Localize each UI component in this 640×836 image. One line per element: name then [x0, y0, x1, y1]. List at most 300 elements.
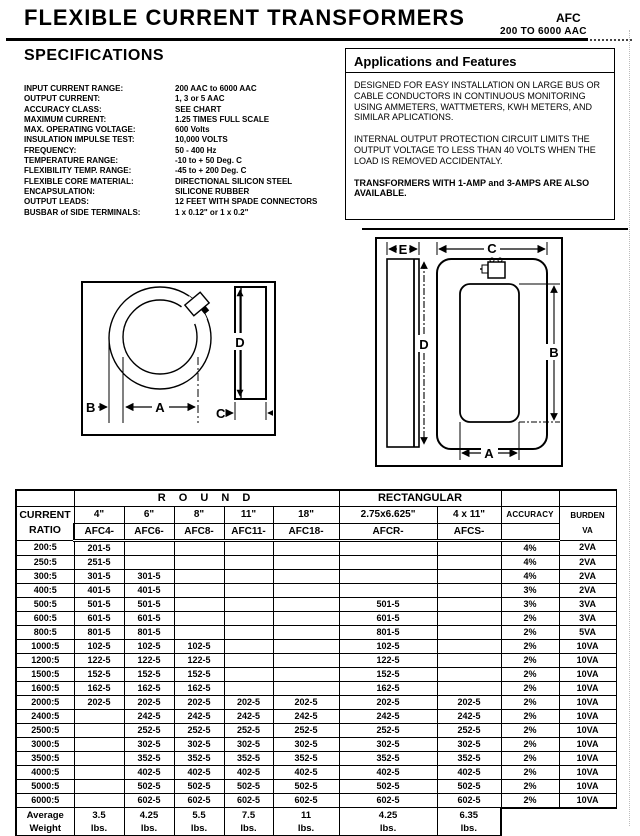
model-cell: 601-5: [124, 611, 174, 625]
average-weight-cell: 5.5 lbs.: [174, 808, 224, 836]
table-footer: [16, 808, 616, 836]
ratio-cell: 6000:5: [16, 793, 74, 808]
size-header: 11": [224, 506, 273, 523]
model-cell: [224, 611, 273, 625]
burden-cell: 10VA: [559, 793, 616, 808]
model-cell: [74, 709, 124, 723]
spec-row: [24, 146, 344, 156]
spec-label: FLEXIBILITY TEMP. RANGE:: [24, 166, 132, 176]
ratio-cell: 600:5: [16, 611, 74, 625]
model-cell: 202-5: [224, 695, 273, 709]
model-cell: 251-5: [74, 555, 124, 569]
model-cell: 242-5: [224, 709, 273, 723]
model-cell: [273, 611, 339, 625]
model-cell: 352-5: [437, 751, 501, 765]
size-header: 18": [273, 506, 339, 523]
ratio-cell: 400:5: [16, 583, 74, 597]
table-header: [16, 490, 616, 540]
average-weight-cell: 3.5 lbs.: [74, 808, 124, 836]
size-header: 8": [174, 506, 224, 523]
rect-diagram-svg: [377, 239, 560, 464]
ratio-cell: 2400:5: [16, 709, 74, 723]
average-weight-cell: 11 lbs.: [273, 808, 339, 836]
spec-label: ENCAPSULATION:: [24, 186, 95, 196]
model-cell: 502-5: [124, 779, 174, 793]
burden-cell: 10VA: [559, 723, 616, 737]
round-diagram-svg: [83, 283, 273, 433]
table-row: [16, 583, 616, 597]
header-group-row: [16, 490, 616, 506]
accuracy-cell: 3%: [501, 583, 559, 597]
table-row: [16, 569, 616, 583]
spec-value: DIRECTIONAL SILICON STEEL: [175, 176, 293, 186]
dim-label-e: E: [398, 242, 408, 257]
model-cell: 602-5: [339, 793, 437, 808]
table-row: [16, 597, 616, 611]
model-code: AFC: [556, 11, 581, 25]
current-range: 200 TO 6000 AAC: [500, 26, 587, 37]
spec-label: BUSBAR of SIDE TERMINALS:: [24, 207, 141, 217]
spec-label: FLEXIBLE CORE MATERIAL:: [24, 176, 134, 186]
model-cell: 301-5: [124, 569, 174, 583]
model-cell: [174, 555, 224, 569]
ratio-cell: 1200:5: [16, 653, 74, 667]
model-cell: [224, 540, 273, 555]
model-cell: [224, 625, 273, 639]
model-cell: 152-5: [124, 667, 174, 681]
spec-value: 1, 3 or 5 AAC: [175, 94, 225, 104]
size-header: 6": [124, 506, 174, 523]
accuracy-cell: 2%: [501, 653, 559, 667]
ghost-cell: [501, 808, 559, 836]
model-cell: 252-5: [339, 723, 437, 737]
model-cell: 402-5: [437, 765, 501, 779]
accuracy-cell: 2%: [501, 793, 559, 808]
prefix-header: AFC8-: [174, 523, 224, 540]
model-cell: [174, 583, 224, 597]
model-cell: 252-5: [224, 723, 273, 737]
model-cell: 242-5: [174, 709, 224, 723]
title-rule-dotted: [590, 39, 632, 41]
model-cell: [224, 681, 273, 695]
model-cell: [437, 625, 501, 639]
spec-row: [24, 84, 344, 94]
average-weight-cell: 4.25 lbs.: [124, 808, 174, 836]
ratio-cell: 1500:5: [16, 667, 74, 681]
model-cell: 402-5: [339, 765, 437, 779]
table-row: [16, 540, 616, 555]
model-cell: 202-5: [437, 695, 501, 709]
prefix-header: AFC11-: [224, 523, 273, 540]
ratio-cell: 800:5: [16, 625, 74, 639]
model-cell: [437, 583, 501, 597]
model-cell: 202-5: [174, 695, 224, 709]
model-cell: 301-5: [74, 569, 124, 583]
accuracy-cell: 3%: [501, 597, 559, 611]
accuracy-cell: 2%: [501, 667, 559, 681]
accuracy-cell: 2%: [501, 765, 559, 779]
model-cell: 102-5: [124, 639, 174, 653]
model-cell: [437, 569, 501, 583]
model-cell: 352-5: [224, 751, 273, 765]
model-cell: [174, 597, 224, 611]
model-cell: 302-5: [224, 737, 273, 751]
accuracy-cell: 2%: [501, 779, 559, 793]
burden-cell: 2VA: [559, 569, 616, 583]
model-cell: [437, 540, 501, 555]
table-row: [16, 611, 616, 625]
spec-row: [24, 105, 344, 115]
accuracy-cell: 2%: [501, 737, 559, 751]
ratio-cell: 500:5: [16, 597, 74, 611]
average-weight-label: Average Weight: [16, 808, 74, 836]
spec-value: 1.25 TIMES FULL SCALE: [175, 114, 270, 124]
model-cell: [224, 555, 273, 569]
dim-label-d: D: [419, 337, 429, 352]
model-cell: [437, 597, 501, 611]
spec-label: OUTPUT CURRENT:: [24, 94, 100, 104]
model-cell: 502-5: [437, 779, 501, 793]
ratio-cell: 2500:5: [16, 723, 74, 737]
model-cell: 252-5: [174, 723, 224, 737]
model-cell: 352-5: [174, 751, 224, 765]
dim-label-b: B: [549, 345, 559, 360]
table-row: [16, 709, 616, 723]
ratio-cell: 3500:5: [16, 751, 74, 765]
model-cell: 602-5: [273, 793, 339, 808]
dim-label-d: D: [235, 335, 245, 350]
model-cell: [224, 597, 273, 611]
spec-label: INPUT CURRENT RANGE:: [24, 84, 124, 93]
model-cell: 202-5: [74, 695, 124, 709]
applications-paragraphs: [346, 73, 614, 199]
accuracy-cell: 2%: [501, 695, 559, 709]
model-cell: 401-5: [124, 583, 174, 597]
burden-cell: 10VA: [559, 779, 616, 793]
model-cell: [74, 723, 124, 737]
model-cell: 501-5: [124, 597, 174, 611]
model-cell: 202-5: [273, 695, 339, 709]
round-transformer-diagram: [81, 281, 276, 436]
model-cell: 601-5: [339, 611, 437, 625]
model-cell: [437, 611, 501, 625]
table-row: [16, 625, 616, 639]
model-cell: 201-5: [74, 540, 124, 555]
model-cell: 242-5: [437, 709, 501, 723]
burden-cell: 10VA: [559, 681, 616, 695]
average-weight-cell: 4.25 lbs.: [339, 808, 437, 836]
prefix-header: AFC4-: [74, 523, 124, 540]
model-cell: 302-5: [124, 737, 174, 751]
ratio-cell: 200:5: [16, 540, 74, 555]
model-cell: 302-5: [174, 737, 224, 751]
table-row: [16, 639, 616, 653]
model-cell: [273, 540, 339, 555]
model-cell: [273, 667, 339, 681]
model-cell: 352-5: [273, 751, 339, 765]
specifications-heading: SPECIFICATIONS: [24, 47, 165, 64]
model-cell: [224, 653, 273, 667]
spec-value: 12 FEET WITH SPADE CONNECTORS: [175, 197, 318, 207]
model-cell: [124, 555, 174, 569]
model-cell: 122-5: [124, 653, 174, 667]
model-cell: [339, 569, 437, 583]
current-ratio-header: CURRENT RATIO: [16, 506, 74, 540]
accuracy-cell: 2%: [501, 751, 559, 765]
model-cell: [273, 555, 339, 569]
model-cell: 152-5: [74, 667, 124, 681]
model-cell: 302-5: [339, 737, 437, 751]
model-cell: 502-5: [174, 779, 224, 793]
accuracy-header: ACCURACY: [501, 506, 559, 523]
table-row: [16, 695, 616, 709]
table-row: [16, 681, 616, 695]
burden-cell: 10VA: [559, 695, 616, 709]
model-cell: 252-5: [273, 723, 339, 737]
spec-value: 10,000 VOLTS: [175, 135, 228, 145]
model-cell: 401-5: [74, 583, 124, 597]
model-cell: [174, 611, 224, 625]
model-cell: [273, 583, 339, 597]
model-cell: 252-5: [437, 723, 501, 737]
accuracy-cell: 2%: [501, 723, 559, 737]
spec-label: ACCURACY CLASS:: [24, 104, 102, 114]
table-row: [16, 751, 616, 765]
burden-cell: 10VA: [559, 709, 616, 723]
spec-row: [24, 177, 344, 187]
accuracy-cell: 4%: [501, 569, 559, 583]
spec-row: [24, 187, 344, 197]
model-cell: 152-5: [174, 667, 224, 681]
model-cell: 102-5: [174, 639, 224, 653]
model-cell: 242-5: [273, 709, 339, 723]
ratio-cell: 3000:5: [16, 737, 74, 751]
model-cell: 801-5: [74, 625, 124, 639]
applications-box: [345, 48, 615, 220]
model-cell: 302-5: [273, 737, 339, 751]
round-group-header: R O U N D: [74, 490, 339, 506]
ratio-cell: 5000:5: [16, 779, 74, 793]
model-cell: [74, 765, 124, 779]
table-row: [16, 779, 616, 793]
ratio-cell: 300:5: [16, 569, 74, 583]
ratio-cell: 2000:5: [16, 695, 74, 709]
spec-row: [24, 156, 344, 166]
model-cell: 601-5: [74, 611, 124, 625]
spec-label: FREQUENCY:: [24, 145, 77, 155]
spec-value: 1 x 0.12" or 1 x 0.2": [175, 207, 249, 217]
spec-label: MAXIMUM CURRENT:: [24, 114, 107, 124]
model-cell: [224, 583, 273, 597]
model-cell: 122-5: [339, 653, 437, 667]
table-row: [16, 765, 616, 779]
model-cell: 502-5: [224, 779, 273, 793]
model-cell: 252-5: [124, 723, 174, 737]
average-weight-cell: 6.35 lbs.: [437, 808, 501, 836]
model-cell: [224, 639, 273, 653]
title-rule: [6, 38, 588, 41]
spec-row: [24, 197, 344, 207]
model-cell: [437, 653, 501, 667]
specs-list: [24, 84, 344, 218]
dim-label-a: A: [155, 400, 165, 415]
spec-value: 50 - 400 Hz: [175, 145, 217, 155]
model-cell: 102-5: [74, 639, 124, 653]
model-cell: 501-5: [339, 597, 437, 611]
applications-paragraph: TRANSFORMERS WITH 1-AMP and 3-AMPS ARE ALSO AVAILABLE.: [354, 177, 590, 199]
model-cell: 502-5: [273, 779, 339, 793]
spec-row: [24, 125, 344, 135]
table-row: [16, 555, 616, 569]
model-cell: [174, 569, 224, 583]
burden-cell: 10VA: [559, 765, 616, 779]
model-cell: 402-5: [224, 765, 273, 779]
model-cell: 502-5: [339, 779, 437, 793]
model-cell: 162-5: [74, 681, 124, 695]
burden-header: BURDEN VA: [559, 506, 616, 540]
model-cell: [273, 681, 339, 695]
model-cell: 602-5: [124, 793, 174, 808]
model-cell: 102-5: [339, 639, 437, 653]
prefix-header: AFCS-: [437, 523, 501, 540]
prefix-header: AFC18-: [273, 523, 339, 540]
model-cell: 122-5: [74, 653, 124, 667]
spec-value: 600 Volts: [175, 125, 210, 135]
dim-label-a: A: [484, 446, 494, 461]
table-body: [16, 540, 616, 808]
applications-paragraph: DESIGNED FOR EASY INSTALLATION ON LARGE BUS OR CABLE CONDUCTORS IN CONTINUOUS MONITORING USING AMMETERS, WATTMETERS, KWH METERS, AND SIMILAR APLICATIONS.: [354, 80, 601, 123]
page-title: FLEXIBLE CURRENT TRANSFORMERS: [24, 5, 465, 30]
accuracy-cell: 2%: [501, 611, 559, 625]
ratings-table: [15, 489, 617, 836]
model-cell: [74, 779, 124, 793]
model-cell: 801-5: [124, 625, 174, 639]
model-cell: 801-5: [339, 625, 437, 639]
prefix-header: AFCR-: [339, 523, 437, 540]
average-weight-cell: 7.5 lbs.: [224, 808, 273, 836]
burden-cell: 10VA: [559, 667, 616, 681]
model-cell: [174, 540, 224, 555]
model-cell: [124, 540, 174, 555]
burden-cell: 2VA: [559, 583, 616, 597]
applications-paragraph: INTERNAL OUTPUT PROTECTION CIRCUIT LIMITS THE OUTPUT VOLTAGE TO LESS THAN 40 VOLTS WHEN THE LOAD IS REMOVED ACCIDENTALY.: [354, 134, 596, 166]
rectangular-transformer-diagram: [375, 237, 563, 467]
model-cell: 402-5: [124, 765, 174, 779]
model-cell: [437, 681, 501, 695]
ghost-cell: [559, 808, 616, 836]
page-edge-line: [629, 30, 630, 826]
spec-value: -45 to + 200 Deg. C: [175, 166, 247, 176]
model-cell: [437, 555, 501, 569]
model-cell: 402-5: [174, 765, 224, 779]
burden-cell: 2VA: [559, 555, 616, 569]
dim-label-c: C: [487, 241, 497, 256]
model-cell: [74, 737, 124, 751]
model-cell: 202-5: [339, 695, 437, 709]
model-cell: 602-5: [437, 793, 501, 808]
rectangular-group-header: RECTANGULAR: [339, 490, 501, 506]
model-cell: 602-5: [174, 793, 224, 808]
average-weight-row: [16, 808, 616, 836]
accuracy-cell: 2%: [501, 681, 559, 695]
accuracy-cell: 2%: [501, 639, 559, 653]
model-cell: [273, 653, 339, 667]
model-cell: 352-5: [124, 751, 174, 765]
accuracy-cell: 2%: [501, 709, 559, 723]
model-cell: 602-5: [224, 793, 273, 808]
spec-value: -10 to + 50 Deg. C: [175, 156, 242, 166]
model-cell: 162-5: [339, 681, 437, 695]
size-header: 4 x 11": [437, 506, 501, 523]
model-cell: 162-5: [124, 681, 174, 695]
spec-label: INSULATION IMPULSE TEST:: [24, 135, 135, 145]
table-row: [16, 723, 616, 737]
header-prefix-row: [16, 523, 616, 540]
model-cell: 402-5: [273, 765, 339, 779]
model-cell: 352-5: [339, 751, 437, 765]
table-row: [16, 737, 616, 751]
applications-heading: Applications and Features: [346, 49, 614, 73]
empty-header-cell: [559, 490, 616, 506]
model-cell: [273, 569, 339, 583]
ratio-cell: 1000:5: [16, 639, 74, 653]
header-size-row: [16, 506, 616, 523]
dim-label-c: C: [216, 406, 226, 421]
spec-row: [24, 115, 344, 125]
burden-cell: 3VA: [559, 611, 616, 625]
burden-cell: 2VA: [559, 540, 616, 555]
model-cell: 501-5: [74, 597, 124, 611]
empty-header-cell: [501, 490, 559, 506]
spec-row: [24, 135, 344, 145]
ratio-cell: 250:5: [16, 555, 74, 569]
spec-row: [24, 166, 344, 176]
size-header: 4": [74, 506, 124, 523]
spec-value: 200 AAC to 6000 AAC: [175, 84, 257, 93]
burden-cell: 10VA: [559, 639, 616, 653]
model-cell: [339, 555, 437, 569]
model-cell: [273, 625, 339, 639]
model-cell: 242-5: [339, 709, 437, 723]
model-cell: [339, 583, 437, 597]
table-row: [16, 667, 616, 681]
prefix-header: AFC6-: [124, 523, 174, 540]
model-cell: 302-5: [437, 737, 501, 751]
spec-row: [24, 94, 344, 104]
empty-under-accuracy: [501, 523, 559, 540]
rule-above-rect-diagram: [362, 228, 628, 230]
table-row: [16, 793, 616, 808]
model-cell: [224, 569, 273, 583]
spec-row: [24, 208, 344, 218]
table-row: [16, 653, 616, 667]
spec-label: TEMPERATURE RANGE:: [24, 156, 119, 166]
burden-cell: 10VA: [559, 653, 616, 667]
model-cell: 152-5: [339, 667, 437, 681]
model-cell: 122-5: [174, 653, 224, 667]
model-cell: 242-5: [124, 709, 174, 723]
burden-cell: 3VA: [559, 597, 616, 611]
model-cell: [174, 625, 224, 639]
spec-label: OUTPUT LEADS:: [24, 197, 89, 207]
model-cell: [273, 639, 339, 653]
spec-value: SILICONE RUBBER: [175, 186, 250, 196]
burden-cell: 5VA: [559, 625, 616, 639]
burden-cell: 10VA: [559, 751, 616, 765]
model-cell: [224, 667, 273, 681]
spec-value: SEE CHART: [175, 104, 222, 114]
model-cell: [273, 597, 339, 611]
